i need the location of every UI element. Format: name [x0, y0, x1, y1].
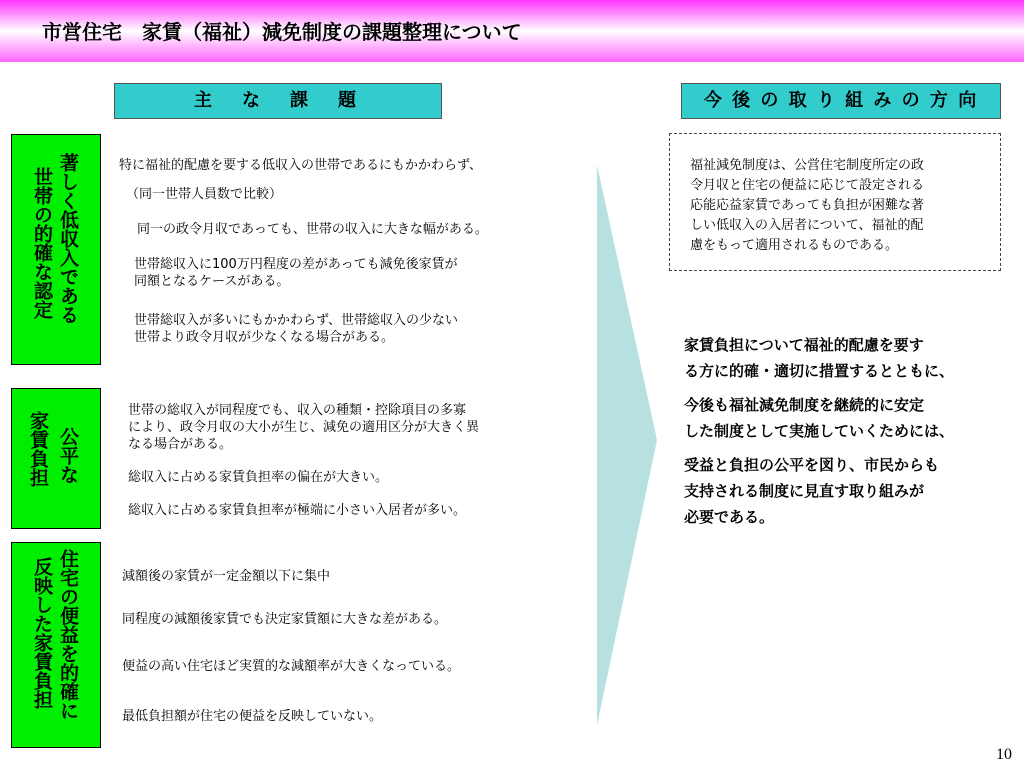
- direction-line: 支持される制度に見直す取り組みが: [684, 482, 925, 500]
- direction-paragraph-2: [684, 392, 1014, 444]
- title-bar: [0, 0, 1024, 62]
- direction-paragraph-3: [684, 452, 1014, 530]
- section-3-issue-3: 便益の高い住宅ほど実質的な減額率が大きくなっている。: [122, 659, 461, 674]
- transition-arrow: [597, 165, 657, 725]
- section-1-issue-1: 特に福祉的配慮を要する低収入の世帯であるにもかかわらず、: [119, 158, 482, 173]
- section-1-issue-3: 同一の政令月収であっても、世帯の収入に大きな幅がある。: [137, 222, 488, 237]
- slide-title: 市営住宅 家賃（福祉）減免制度の課題整理について: [42, 20, 522, 44]
- section-3-label-col-1: 住宅の便益を的確に: [57, 549, 79, 720]
- section-3-issue-4: 最低負担額が住宅の便益を反映していない。: [122, 709, 383, 724]
- direction-text: [684, 332, 1014, 538]
- future-direction-header: 今 後 の 取 り 組 み の 方 向: [681, 83, 1001, 119]
- section-1-label-col-1: 著しく低収入である: [57, 153, 79, 324]
- direction-line: 必要である。: [684, 508, 775, 526]
- transition-arrow-shape: [597, 165, 657, 725]
- direction-line: した制度として実施していくためには、: [684, 422, 955, 440]
- section-1-label-col-2: 世帯の的確な認定: [31, 167, 53, 319]
- direction-line: 家賃負担について福祉的配慮を要す: [684, 336, 924, 354]
- section-2-label-col-1: 公平な: [57, 427, 79, 484]
- direction-paragraph-1: [684, 332, 1014, 384]
- section-3-label-box: [11, 542, 101, 748]
- section-1-issue-2: （同一世帯人員数で比較）: [126, 187, 283, 202]
- section-2-label-box: [11, 388, 101, 529]
- direction-line: る方に的確・適切に措置するとともに、: [684, 362, 955, 380]
- direction-line: 受益と負担の公平を図り、市民からも: [684, 456, 940, 474]
- section-2-issue-3: 総収入に占める家賃負担率が極端に小さい入居者が多い。: [128, 503, 467, 518]
- section-2-label-col-2: 家賃負担: [27, 411, 49, 487]
- section-1-issue-5: 世帯総収入が多いにもかかわらず、世帯総収入の少ない 世帯より政令月収が少なくなる場合がある。: [134, 313, 458, 345]
- section-3-issue-2: 同程度の減額後家賃でも決定家賃額に大きな差がある。: [122, 612, 448, 627]
- section-3-label-col-2: 反映した家賃負担: [31, 557, 53, 709]
- section-2-issue-1: 世帯の総収入が同程度でも、収入の種類・控除項目の多寡 により、政令月収の大小が生じ、減免の適用区分が大きく異 なる場合がある。: [128, 403, 480, 452]
- section-1-label-box: [11, 134, 101, 365]
- page-number: 10: [996, 746, 1012, 763]
- policy-note-text: 福祉減免制度は、公営住宅制度所定の政 令月収と住宅の便益に応じて設定される 応能応益家賃であっても負担が困難な著 しい低収入の入居者について、福祉的配 慮をもって適用されるものである。: [690, 158, 925, 253]
- section-1-issue-4: 世帯総収入に100万円程度の差があっても減免後家賃が 同額となるケースがある。: [134, 257, 458, 289]
- main-issues-header: 主 な 課 題: [114, 83, 442, 119]
- section-3-issue-1: 減額後の家賃が一定金額以下に集中: [122, 569, 331, 584]
- direction-line: 今後も福祉減免制度を継続的に安定: [684, 396, 925, 414]
- section-2-issue-2: 総収入に占める家賃負担率の偏在が大きい。: [128, 470, 389, 485]
